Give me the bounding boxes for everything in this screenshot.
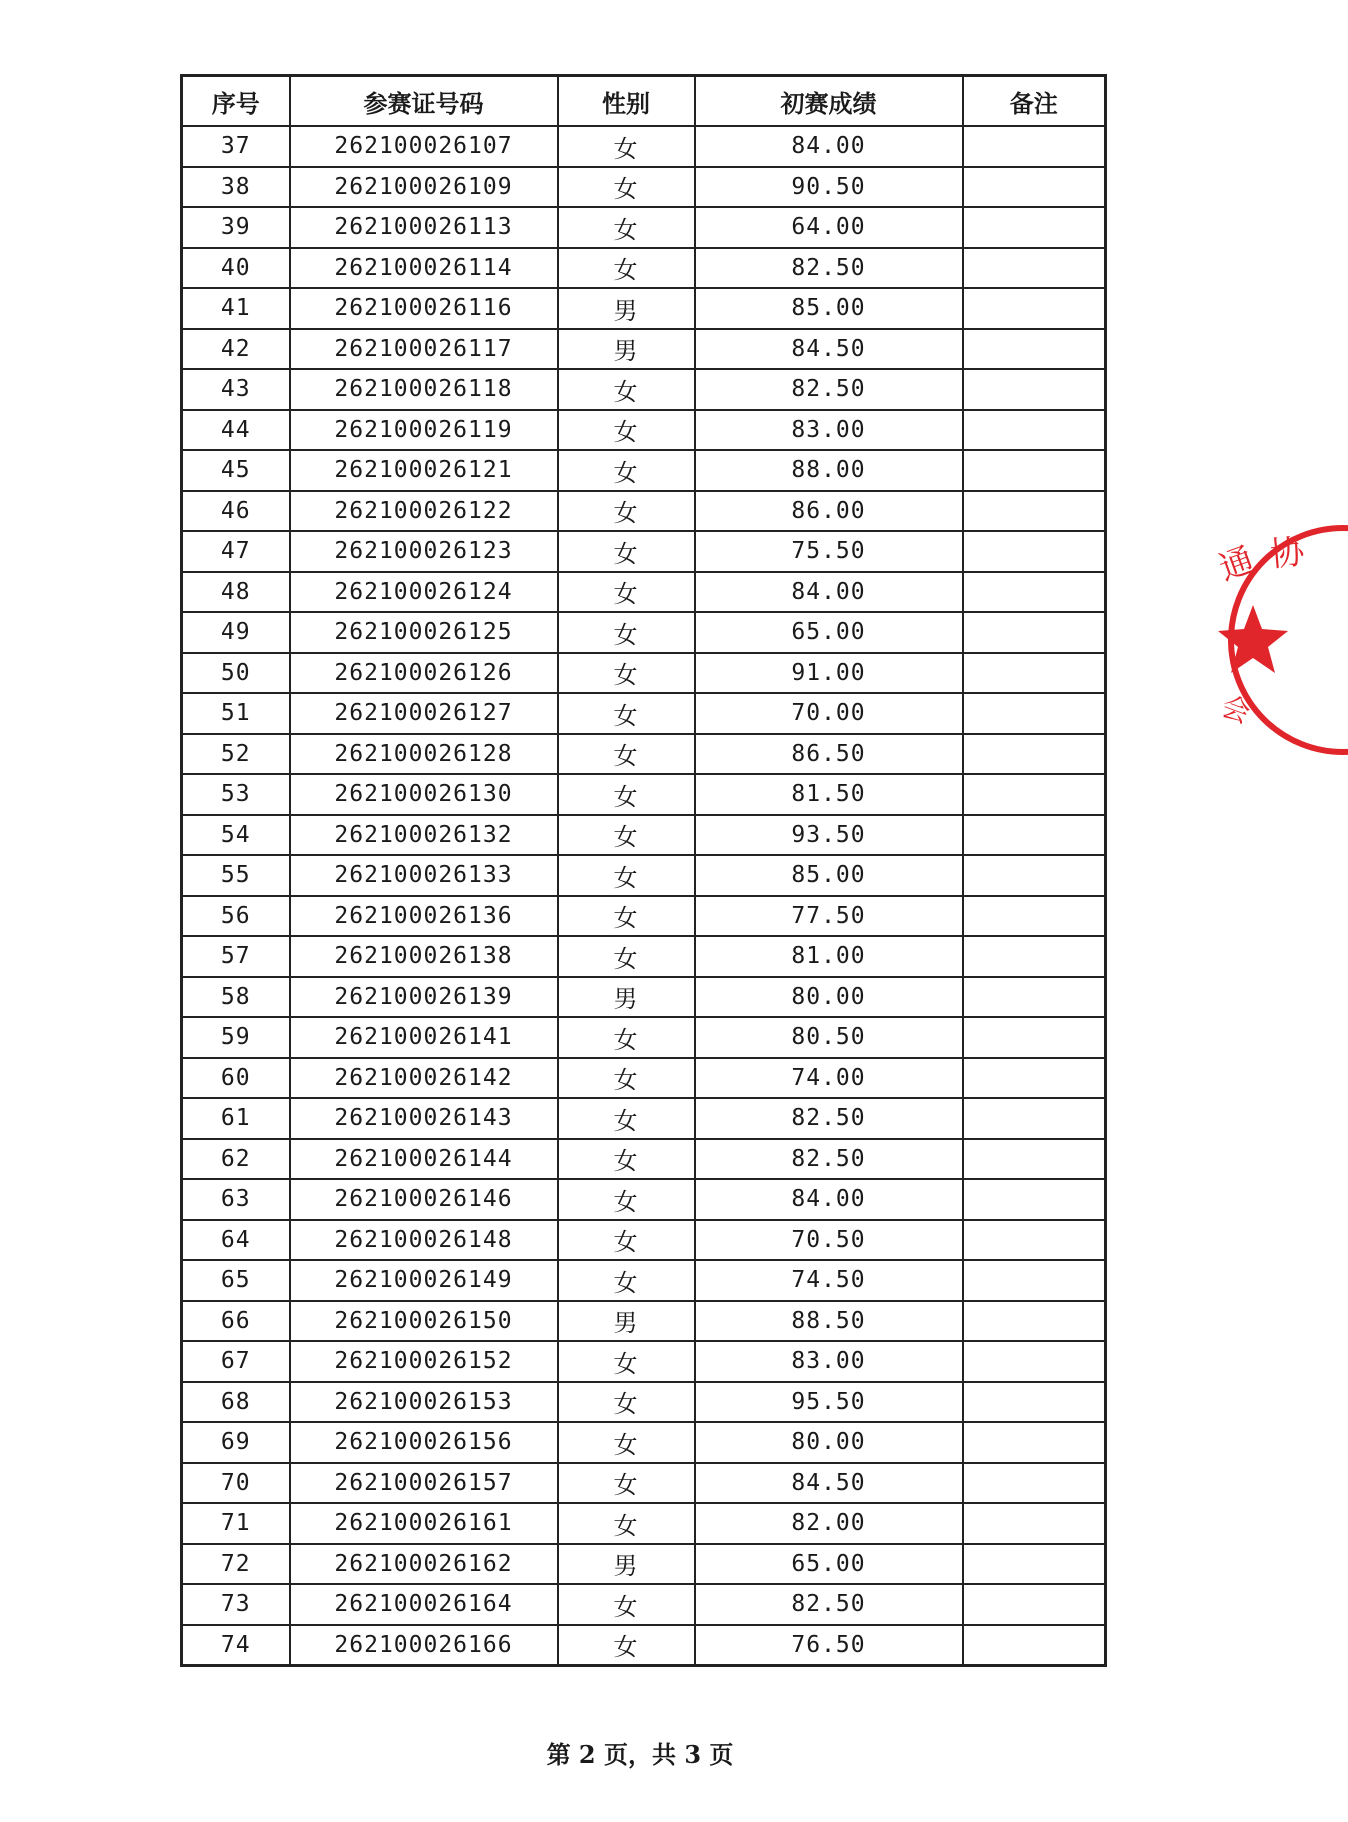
header-gender: 性别 (558, 76, 695, 127)
cell-remarks (963, 1544, 1106, 1585)
cell-preliminary-score: 81.50 (695, 774, 963, 815)
cell-gender: 女 (558, 896, 695, 937)
table-row (182, 1017, 1106, 1058)
cell-seq: 66 (182, 1301, 290, 1342)
stamp-glyph-2: 协 (1268, 532, 1307, 576)
cell-entry-number: 262100026141 (290, 1017, 558, 1058)
cell-seq: 40 (182, 248, 290, 289)
cell-preliminary-score: 85.00 (695, 855, 963, 896)
cell-seq: 39 (182, 207, 290, 248)
cell-gender: 男 (558, 288, 695, 329)
cell-seq: 72 (182, 1544, 290, 1585)
cell-seq: 63 (182, 1179, 290, 1220)
cell-remarks (963, 936, 1106, 977)
cell-entry-number: 262100026156 (290, 1422, 558, 1463)
table-row (182, 1503, 1106, 1544)
table-row (182, 288, 1106, 329)
table-row (182, 207, 1106, 248)
cell-seq: 53 (182, 774, 290, 815)
cell-seq: 44 (182, 410, 290, 451)
cell-remarks (963, 1017, 1106, 1058)
cell-gender: 男 (558, 977, 695, 1018)
cell-entry-number: 262100026126 (290, 653, 558, 694)
cell-seq: 41 (182, 288, 290, 329)
table-row (182, 410, 1106, 451)
cell-gender: 女 (558, 572, 695, 613)
cell-remarks (963, 693, 1106, 734)
cell-preliminary-score: 88.50 (695, 1301, 963, 1342)
table-row (182, 693, 1106, 734)
cell-gender: 女 (558, 693, 695, 734)
table-row (182, 1058, 1106, 1099)
table-row (182, 936, 1106, 977)
cell-seq: 48 (182, 572, 290, 613)
cell-remarks (963, 288, 1106, 329)
cell-gender: 女 (558, 531, 695, 572)
cell-remarks (963, 1503, 1106, 1544)
cell-gender: 男 (558, 329, 695, 370)
cell-entry-number: 262100026123 (290, 531, 558, 572)
cell-preliminary-score: 88.00 (695, 450, 963, 491)
cell-preliminary-score: 84.50 (695, 329, 963, 370)
cell-seq: 42 (182, 329, 290, 370)
cell-entry-number: 262100026146 (290, 1179, 558, 1220)
cell-preliminary-score: 82.50 (695, 1139, 963, 1180)
cell-remarks (963, 734, 1106, 775)
cell-gender: 女 (558, 1017, 695, 1058)
cell-seq: 47 (182, 531, 290, 572)
cell-entry-number: 262100026142 (290, 1058, 558, 1099)
cell-gender: 女 (558, 1625, 695, 1666)
cell-seq: 43 (182, 369, 290, 410)
cell-seq: 57 (182, 936, 290, 977)
table-row (182, 1301, 1106, 1342)
cell-entry-number: 262100026107 (290, 126, 558, 167)
cell-preliminary-score: 84.00 (695, 1179, 963, 1220)
cell-gender: 女 (558, 815, 695, 856)
cell-gender: 女 (558, 167, 695, 208)
cell-preliminary-score: 85.00 (695, 288, 963, 329)
table-row (182, 612, 1106, 653)
cell-remarks (963, 167, 1106, 208)
cell-preliminary-score: 74.00 (695, 1058, 963, 1099)
cell-entry-number: 262100026117 (290, 329, 558, 370)
cell-preliminary-score: 86.00 (695, 491, 963, 532)
header-remarks: 备注 (963, 76, 1106, 127)
cell-remarks (963, 126, 1106, 167)
table-row (182, 491, 1106, 532)
cell-gender: 女 (558, 410, 695, 451)
cell-remarks (963, 1382, 1106, 1423)
cell-gender: 女 (558, 126, 695, 167)
header-entry-number: 参赛证号码 (290, 76, 558, 127)
cell-remarks (963, 1260, 1106, 1301)
table-row (182, 977, 1106, 1018)
cell-entry-number: 262100026119 (290, 410, 558, 451)
cell-remarks (963, 1179, 1106, 1220)
cell-seq: 58 (182, 977, 290, 1018)
cell-gender: 女 (558, 734, 695, 775)
cell-remarks (963, 572, 1106, 613)
cell-remarks (963, 450, 1106, 491)
cell-seq: 50 (182, 653, 290, 694)
cell-entry-number: 262100026122 (290, 491, 558, 532)
cell-seq: 69 (182, 1422, 290, 1463)
cell-seq: 74 (182, 1625, 290, 1666)
table-row (182, 1098, 1106, 1139)
cell-seq: 54 (182, 815, 290, 856)
cell-gender: 女 (558, 450, 695, 491)
cell-entry-number: 262100026150 (290, 1301, 558, 1342)
table-row (182, 1544, 1106, 1585)
cell-seq: 46 (182, 491, 290, 532)
cell-entry-number: 262100026130 (290, 774, 558, 815)
cell-preliminary-score: 83.00 (695, 410, 963, 451)
table-row (182, 1220, 1106, 1261)
cell-preliminary-score: 74.50 (695, 1260, 963, 1301)
cell-entry-number: 262100026166 (290, 1625, 558, 1666)
cell-seq: 59 (182, 1017, 290, 1058)
cell-seq: 38 (182, 167, 290, 208)
cell-seq: 71 (182, 1503, 290, 1544)
cell-preliminary-score: 77.50 (695, 896, 963, 937)
cell-preliminary-score: 82.50 (695, 369, 963, 410)
cell-entry-number: 262100026149 (290, 1260, 558, 1301)
cell-gender: 女 (558, 1584, 695, 1625)
cell-seq: 51 (182, 693, 290, 734)
cell-preliminary-score: 65.00 (695, 1544, 963, 1585)
cell-preliminary-score: 80.50 (695, 1017, 963, 1058)
cell-seq: 68 (182, 1382, 290, 1423)
table-header-row (182, 76, 1106, 127)
table-row (182, 1625, 1106, 1666)
cell-remarks (963, 248, 1106, 289)
table-row (182, 450, 1106, 491)
cell-preliminary-score: 82.50 (695, 1584, 963, 1625)
table-row (182, 369, 1106, 410)
cell-gender: 女 (558, 936, 695, 977)
cell-preliminary-score: 80.00 (695, 977, 963, 1018)
cell-gender: 女 (558, 1179, 695, 1220)
cell-seq: 70 (182, 1463, 290, 1504)
table-row (182, 734, 1106, 775)
cell-entry-number: 262100026152 (290, 1341, 558, 1382)
cell-preliminary-score: 82.50 (695, 1098, 963, 1139)
table-row (182, 1584, 1106, 1625)
table-row (182, 126, 1106, 167)
cell-remarks (963, 977, 1106, 1018)
cell-gender: 女 (558, 774, 695, 815)
cell-entry-number: 262100026127 (290, 693, 558, 734)
cell-seq: 62 (182, 1139, 290, 1180)
cell-remarks (963, 774, 1106, 815)
cell-entry-number: 262100026132 (290, 815, 558, 856)
cell-seq: 67 (182, 1341, 290, 1382)
cell-preliminary-score: 95.50 (695, 1382, 963, 1423)
cell-preliminary-score: 90.50 (695, 167, 963, 208)
cell-preliminary-score: 82.00 (695, 1503, 963, 1544)
cell-gender: 女 (558, 1098, 695, 1139)
cell-seq: 55 (182, 855, 290, 896)
cell-gender: 女 (558, 1220, 695, 1261)
cell-preliminary-score: 81.00 (695, 936, 963, 977)
stamp-star-icon (1218, 605, 1288, 673)
table-row (182, 1139, 1106, 1180)
cell-entry-number: 262100026139 (290, 977, 558, 1018)
cell-gender: 女 (558, 491, 695, 532)
cell-seq: 64 (182, 1220, 290, 1261)
header-seq: 序号 (182, 76, 290, 127)
table-row (182, 167, 1106, 208)
cell-preliminary-score: 80.00 (695, 1422, 963, 1463)
table-row (182, 653, 1106, 694)
cell-preliminary-score: 86.50 (695, 734, 963, 775)
table-row (182, 1341, 1106, 1382)
cell-remarks (963, 329, 1106, 370)
cell-remarks (963, 1301, 1106, 1342)
cell-entry-number: 262100026138 (290, 936, 558, 977)
cell-entry-number: 262100026124 (290, 572, 558, 613)
cell-gender: 女 (558, 1058, 695, 1099)
cell-gender: 女 (558, 653, 695, 694)
official-seal-stamp (1208, 505, 1348, 775)
table-row (182, 774, 1106, 815)
cell-gender: 女 (558, 1463, 695, 1504)
cell-preliminary-score: 91.00 (695, 653, 963, 694)
cell-seq: 52 (182, 734, 290, 775)
cell-seq: 56 (182, 896, 290, 937)
results-table (180, 74, 1107, 1667)
cell-entry-number: 262100026162 (290, 1544, 558, 1585)
cell-remarks (963, 1422, 1106, 1463)
cell-remarks (963, 1341, 1106, 1382)
cell-remarks (963, 369, 1106, 410)
cell-remarks (963, 1098, 1106, 1139)
cell-entry-number: 262100026144 (290, 1139, 558, 1180)
cell-entry-number: 262100026113 (290, 207, 558, 248)
table-row (182, 896, 1106, 937)
cell-preliminary-score: 93.50 (695, 815, 963, 856)
cell-remarks (963, 653, 1106, 694)
page-footer: 第 2 页，共 3 页 (546, 1740, 734, 1769)
cell-preliminary-score: 83.00 (695, 1341, 963, 1382)
cell-preliminary-score: 75.50 (695, 531, 963, 572)
cell-entry-number: 262100026143 (290, 1098, 558, 1139)
cell-entry-number: 262100026136 (290, 896, 558, 937)
cell-remarks (963, 1463, 1106, 1504)
cell-gender: 女 (558, 1341, 695, 1382)
cell-gender: 女 (558, 248, 695, 289)
cell-preliminary-score: 64.00 (695, 207, 963, 248)
cell-seq: 73 (182, 1584, 290, 1625)
cell-remarks (963, 491, 1106, 532)
cell-gender: 女 (558, 612, 695, 653)
cell-gender: 女 (558, 207, 695, 248)
cell-gender: 男 (558, 1544, 695, 1585)
cell-entry-number: 262100026148 (290, 1220, 558, 1261)
cell-remarks (963, 855, 1106, 896)
cell-seq: 65 (182, 1260, 290, 1301)
cell-gender: 女 (558, 369, 695, 410)
cell-remarks (963, 1220, 1106, 1261)
table-row (182, 329, 1106, 370)
cell-preliminary-score: 82.50 (695, 248, 963, 289)
cell-entry-number: 262100026153 (290, 1382, 558, 1423)
cell-remarks (963, 896, 1106, 937)
cell-entry-number: 262100026118 (290, 369, 558, 410)
cell-preliminary-score: 70.50 (695, 1220, 963, 1261)
cell-gender: 女 (558, 1382, 695, 1423)
cell-gender: 女 (558, 1503, 695, 1544)
cell-entry-number: 262100026109 (290, 167, 558, 208)
cell-entry-number: 262100026114 (290, 248, 558, 289)
cell-preliminary-score: 76.50 (695, 1625, 963, 1666)
cell-preliminary-score: 84.00 (695, 126, 963, 167)
table-row (182, 1422, 1106, 1463)
cell-entry-number: 262100026128 (290, 734, 558, 775)
stamp-glyph-3: 会 (1217, 689, 1255, 731)
cell-entry-number: 262100026157 (290, 1463, 558, 1504)
cell-entry-number: 262100026133 (290, 855, 558, 896)
cell-remarks (963, 207, 1106, 248)
cell-gender: 女 (558, 855, 695, 896)
cell-gender: 女 (558, 1139, 695, 1180)
table-row (182, 1382, 1106, 1423)
cell-gender: 女 (558, 1260, 695, 1301)
cell-entry-number: 262100026125 (290, 612, 558, 653)
cell-seq: 60 (182, 1058, 290, 1099)
cell-gender: 女 (558, 1422, 695, 1463)
table-row (182, 815, 1106, 856)
table-row (182, 248, 1106, 289)
cell-entry-number: 262100026116 (290, 288, 558, 329)
table-row (182, 1463, 1106, 1504)
cell-remarks (963, 410, 1106, 451)
cell-entry-number: 262100026164 (290, 1584, 558, 1625)
cell-remarks (963, 1625, 1106, 1666)
cell-gender: 男 (558, 1301, 695, 1342)
cell-preliminary-score: 84.50 (695, 1463, 963, 1504)
cell-remarks (963, 1584, 1106, 1625)
cell-remarks (963, 1058, 1106, 1099)
table-row (182, 572, 1106, 613)
cell-entry-number: 262100026121 (290, 450, 558, 491)
cell-seq: 37 (182, 126, 290, 167)
cell-remarks (963, 612, 1106, 653)
cell-entry-number: 262100026161 (290, 1503, 558, 1544)
table-body (182, 126, 1106, 1666)
cell-seq: 49 (182, 612, 290, 653)
table-row (182, 531, 1106, 572)
stamp-glyph-1: 通 (1213, 539, 1260, 590)
cell-preliminary-score: 65.00 (695, 612, 963, 653)
cell-remarks (963, 815, 1106, 856)
cell-remarks (963, 531, 1106, 572)
cell-preliminary-score: 70.00 (695, 693, 963, 734)
cell-seq: 61 (182, 1098, 290, 1139)
cell-seq: 45 (182, 450, 290, 491)
table-row (182, 1260, 1106, 1301)
header-preliminary-score: 初赛成绩 (695, 76, 963, 127)
table-row (182, 1179, 1106, 1220)
cell-preliminary-score: 84.00 (695, 572, 963, 613)
table-row (182, 855, 1106, 896)
cell-remarks (963, 1139, 1106, 1180)
